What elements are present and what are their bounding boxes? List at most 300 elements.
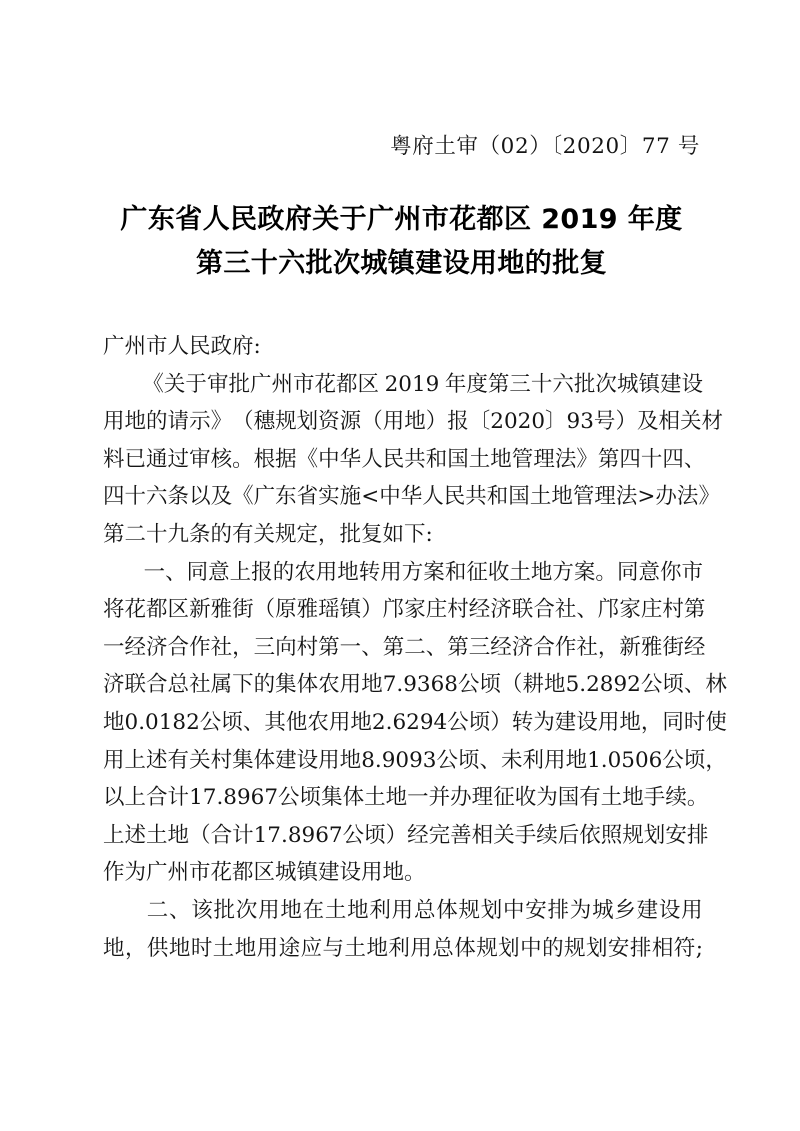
glyph: 善 [450, 822, 472, 848]
glyph: 2 [490, 409, 504, 435]
glyph: 续 [665, 785, 687, 811]
glyph: 地 [530, 559, 553, 585]
glyph: 体 [342, 785, 365, 811]
glyph: 东 [275, 484, 297, 510]
glyph: 上 [103, 822, 125, 848]
glyph: 下 [232, 672, 254, 698]
glyph: 合 [167, 634, 190, 660]
glyph: 年 [444, 371, 467, 397]
glyph: 料 [103, 446, 125, 472]
glyph: 关 [189, 747, 211, 773]
glyph: 资 [318, 409, 340, 435]
glyph: 利 [369, 897, 391, 923]
glyph: 法 [676, 484, 699, 510]
body-line [103, 441, 706, 479]
glyph: 区 [167, 597, 190, 623]
glyph: ， [232, 634, 254, 660]
glyph: 乡 [614, 897, 636, 923]
glyph: 6 [315, 822, 329, 848]
glyph: 耕 [522, 672, 545, 698]
glyph: 用 [258, 897, 280, 923]
glyph: 民 [382, 446, 405, 472]
glyph: 有 [579, 785, 601, 811]
glyph: 2 [371, 709, 386, 735]
glyph: 依 [579, 822, 601, 848]
glyph: 国 [557, 785, 580, 811]
glyph: 公 [342, 822, 365, 848]
glyph: 共 [404, 446, 426, 472]
glyph: 第 [318, 634, 340, 660]
glyph: 土 [344, 935, 366, 961]
glyph: 和 [425, 446, 448, 472]
salutation: 广州市人民政府: [103, 334, 261, 359]
glyph: 一 [407, 785, 429, 811]
glyph: 雅 [210, 597, 233, 623]
glyph: 十 [124, 484, 147, 510]
glyph: 在 [302, 897, 325, 923]
glyph: 报 [251, 559, 273, 585]
glyph: 顷 [683, 747, 706, 773]
glyph: 后 [557, 822, 580, 848]
glyph: 土 [600, 785, 623, 811]
glyph: 合 [146, 785, 168, 811]
glyph: （ [232, 409, 254, 435]
glyph: 地 [565, 747, 588, 773]
glyph: 度 [466, 371, 488, 397]
glyph: 《 [296, 446, 319, 472]
glyph: 照 [600, 822, 623, 848]
glyph: 一 [339, 634, 362, 660]
glyph: 街 [232, 597, 254, 623]
glyph: 四 [103, 484, 125, 510]
glyph: 0 [607, 747, 622, 773]
glyph: 广 [249, 371, 272, 397]
glyph: 农 [318, 672, 340, 698]
glyph: 规 [275, 409, 297, 435]
glyph: 经 [468, 597, 491, 623]
glyph: 转 [511, 709, 534, 735]
glyph: 城 [592, 897, 614, 923]
glyph: 源 [339, 409, 362, 435]
glyph: 8 [287, 822, 302, 848]
glyph: 邝 [382, 597, 405, 623]
glyph: 体 [296, 672, 319, 698]
glyph: 的 [272, 559, 295, 585]
glyph: 9 [236, 785, 251, 811]
glyph: 2 [406, 709, 420, 735]
glyph: ） [425, 409, 448, 435]
glyph: 过 [167, 446, 190, 472]
glyph: 意 [208, 559, 230, 585]
glyph: 批 [213, 897, 236, 923]
glyph: 土 [468, 446, 491, 472]
body-line [103, 666, 727, 704]
glyph: 地 [404, 409, 426, 435]
glyph: 规 [458, 897, 480, 923]
glyph: 济 [490, 597, 512, 623]
glyph: 相 [471, 822, 494, 848]
glyph: 9 [425, 371, 440, 397]
glyph: 第 [487, 371, 510, 397]
glyph: < [361, 484, 380, 510]
glyph: 公 [436, 747, 458, 773]
glyph: 安 [525, 897, 547, 923]
glyph: 以 [103, 785, 125, 811]
glyph: 规 [564, 935, 586, 961]
glyph: 、 [479, 747, 502, 773]
glyph: 合 [533, 597, 555, 623]
glyph: 属 [210, 672, 233, 698]
glyph: 划 [643, 822, 666, 848]
glyph: 体 [454, 935, 476, 961]
glyph: 、 [683, 672, 706, 698]
glyph: 华 [339, 446, 362, 472]
glyph: 5 [621, 747, 635, 773]
glyph: 中 [318, 446, 340, 472]
glyph: 批 [228, 371, 250, 397]
glyph: 用 [256, 935, 279, 961]
body-line [103, 403, 724, 441]
glyph: （ [189, 822, 211, 848]
glyph: 用 [681, 897, 703, 923]
glyph: 公 [640, 672, 663, 698]
glyph: 顷 [479, 672, 502, 698]
glyph: 三 [509, 371, 531, 397]
glyph: 你 [659, 559, 682, 585]
glyph: 经 [490, 634, 512, 660]
glyph: 用 [410, 935, 432, 961]
glyph: 次 [595, 371, 617, 397]
glyph: 地 [350, 709, 372, 735]
body-line [103, 779, 709, 817]
glyph: 与 [322, 935, 345, 961]
glyph: 审 [206, 371, 229, 397]
glyph: 农 [307, 709, 329, 735]
glyph: 号 [593, 409, 616, 435]
page-title [103, 198, 700, 286]
body-line [103, 629, 706, 667]
glyph: 村 [447, 597, 469, 623]
glyph: 其 [264, 709, 286, 735]
glyph: 请 [167, 409, 190, 435]
glyph: . [385, 709, 393, 735]
glyph: . [600, 747, 608, 773]
glyph: 办 [450, 785, 472, 811]
glyph: 手 [643, 785, 666, 811]
glyph: 镇 [339, 597, 362, 623]
glyph: 、 [242, 709, 265, 735]
glyph: 9 [566, 409, 581, 435]
glyph: 地 [366, 935, 388, 961]
glyph: 5 [565, 672, 580, 698]
glyph: 次 [235, 897, 258, 923]
glyph: 顷 [221, 709, 243, 735]
glyph: 8 [361, 747, 375, 773]
glyph: 用 [382, 409, 405, 435]
body-line [103, 366, 703, 404]
glyph: 地 [622, 785, 644, 811]
glyph: 材 [701, 409, 724, 435]
glyph: ） [361, 597, 383, 623]
glyph: 收 [487, 559, 510, 585]
glyph: 用 [544, 747, 566, 773]
glyph: 2 [586, 672, 600, 698]
glyph: 案 [573, 559, 596, 585]
glyph: 顷 [468, 709, 491, 735]
glyph: 》 [698, 484, 720, 510]
glyph: 地 [385, 785, 408, 811]
glyph: 为 [533, 709, 555, 735]
body-line [103, 930, 703, 968]
glyph: 土 [212, 935, 235, 961]
glyph: 用 [391, 897, 414, 923]
glyph: ） [615, 409, 637, 435]
glyph: 用 [597, 709, 620, 735]
glyph: 十 [530, 371, 553, 397]
glyph: （ [501, 672, 523, 698]
body-line [103, 742, 727, 780]
glyph: 家 [619, 597, 641, 623]
glyph: 》 [210, 409, 233, 435]
body-line: 第二十九条的有关规定，批复如下: [103, 521, 433, 547]
glyph: 安 [607, 935, 630, 961]
glyph: 六 [552, 371, 574, 397]
glyph: 用 [328, 709, 351, 735]
glyph: 公 [278, 785, 300, 811]
glyph: 2 [627, 672, 641, 698]
glyph: 四 [662, 446, 684, 472]
glyph: 民 [443, 484, 466, 510]
glyph: 0 [634, 747, 649, 773]
glyph: 2 [517, 409, 532, 435]
glyph: 体 [436, 897, 458, 923]
glyph: 1 [158, 709, 173, 735]
glyph: 地 [168, 935, 191, 961]
glyph: 六 [146, 484, 168, 510]
glyph: 计 [167, 785, 190, 811]
glyph: 国 [508, 484, 530, 510]
glyph: 利 [522, 747, 545, 773]
glyph: 核 [210, 446, 233, 472]
glyph: 总 [413, 897, 436, 923]
glyph: 8 [223, 785, 237, 811]
glyph: 雅 [640, 634, 663, 660]
glyph: 3 [422, 747, 437, 773]
glyph: 6 [250, 785, 265, 811]
glyph: 济 [103, 672, 125, 698]
glyph: 划 [585, 935, 608, 961]
glyph: 安 [665, 822, 687, 848]
glyph: 济 [146, 634, 168, 660]
glyph: 作 [189, 634, 211, 660]
glyph: 人 [422, 484, 444, 510]
glyph: 8 [599, 672, 614, 698]
glyph: 地 [124, 409, 147, 435]
glyph: 州 [271, 371, 293, 397]
glyph: 批 [573, 371, 596, 397]
glyph: 7 [267, 822, 281, 848]
glyph: 合 [210, 822, 233, 848]
glyph: 3 [416, 672, 431, 698]
glyph: 续 [536, 822, 558, 848]
glyph: 镇 [638, 371, 660, 397]
glyph: 经 [124, 634, 147, 660]
glyph: 集 [275, 672, 297, 698]
glyph: 公 [199, 709, 222, 735]
glyph: 0 [398, 371, 412, 397]
glyph: 上 [124, 785, 147, 811]
glyph: 应 [300, 935, 323, 961]
glyph: 顷 [457, 747, 480, 773]
glyph: 地 [551, 484, 573, 510]
glyph: 土 [509, 559, 531, 585]
glyph: 用 [339, 672, 362, 698]
glyph: 三 [253, 634, 276, 660]
glyph: 0 [145, 709, 159, 735]
glyph: 将 [103, 597, 125, 623]
glyph: 、 [425, 634, 448, 660]
glyph: 地 [619, 709, 641, 735]
glyph: 相 [651, 935, 674, 961]
glyph: 和 [444, 559, 467, 585]
glyph: 用 [103, 409, 125, 435]
glyph: 时 [683, 709, 706, 735]
glyph: 联 [511, 597, 534, 623]
glyph: 新 [619, 634, 641, 660]
glyph: 7 [264, 785, 279, 811]
glyph: 利 [388, 935, 410, 961]
glyph: 庄 [640, 597, 663, 623]
glyph: 城 [616, 371, 639, 397]
glyph: 、 [165, 559, 187, 585]
glyph: 审 [189, 446, 211, 472]
glyph: 上 [229, 559, 252, 585]
glyph: 规 [476, 935, 498, 961]
glyph: 花 [124, 597, 147, 623]
glyph: 社 [189, 672, 211, 698]
glyph: 6 [648, 747, 663, 773]
glyph: 的 [253, 672, 276, 698]
glyph: 地 [544, 672, 566, 698]
glyph: 庄 [425, 597, 448, 623]
glyph: 原 [275, 597, 297, 623]
glyph: 1 [253, 822, 268, 848]
glyph: 的 [542, 935, 564, 961]
indent-spacer [103, 892, 146, 930]
glyph: . [280, 822, 288, 848]
glyph: 穗 [253, 409, 276, 435]
glyph: 7 [382, 672, 397, 698]
document-number: 粤府土审（02）〔2020〕77 号 [390, 134, 700, 159]
glyph: 集 [232, 747, 254, 773]
glyph: 、 [169, 897, 191, 923]
glyph: 土 [529, 484, 552, 510]
glyph: 符 [673, 935, 696, 961]
glyph: 理 [533, 446, 555, 472]
glyph: 方 [401, 559, 424, 585]
glyph: 《 [142, 371, 164, 397]
glyph: > [637, 484, 656, 510]
glyph: 和 [486, 484, 509, 510]
glyph: . [579, 672, 587, 698]
glyph: 济 [511, 634, 534, 660]
indent-spacer [103, 554, 144, 592]
glyph: 联 [124, 672, 147, 698]
glyph: （ [361, 409, 383, 435]
glyph: 。 [232, 446, 254, 472]
glyph: 地 [347, 897, 369, 923]
glyph: 办 [655, 484, 677, 510]
glyph: 国 [447, 446, 469, 472]
glyph: 1 [587, 747, 601, 773]
glyph: 9 [419, 709, 434, 735]
glyph: 法 [615, 484, 638, 510]
glyph: 同 [662, 709, 684, 735]
glyph: 一 [143, 559, 166, 585]
glyph: 8 [172, 709, 187, 735]
glyph: 及 [636, 409, 659, 435]
glyph: 建 [275, 747, 297, 773]
clause-1-line [103, 554, 703, 592]
glyph: 计 [232, 822, 254, 848]
glyph: 管 [511, 446, 534, 472]
glyph: 1 [411, 371, 426, 397]
glyph: 合 [533, 634, 555, 660]
glyph: . [396, 672, 404, 698]
glyph: 划 [296, 409, 319, 435]
glyph: 邝 [597, 597, 620, 623]
glyph: 排 [686, 822, 709, 848]
glyph: ， [124, 935, 147, 961]
glyph: 总 [432, 935, 454, 961]
glyph: 社 [210, 634, 233, 660]
glyph: 述 [124, 822, 147, 848]
glyph: 7 [202, 785, 217, 811]
glyph: 用 [318, 747, 340, 773]
glyph: 2 [186, 709, 200, 735]
glyph: 他 [285, 709, 308, 735]
glyph: 关 [163, 371, 186, 397]
glyph: 经 [683, 634, 706, 660]
glyph: 该 [191, 897, 213, 923]
glyph: 为 [536, 785, 558, 811]
glyph: 中 [520, 935, 542, 961]
glyph: 市 [293, 371, 315, 397]
glyph: 设 [658, 897, 681, 923]
glyph: 并 [428, 785, 451, 811]
glyph: 1 [189, 785, 203, 811]
document-body [103, 328, 727, 967]
glyph: 划 [480, 897, 503, 923]
glyph: 于 [185, 371, 207, 397]
glyph: 〕 [545, 409, 567, 435]
glyph: 7 [328, 822, 343, 848]
glyph: 市 [681, 559, 703, 585]
glyph: 划 [498, 935, 520, 961]
glyph: 用 [380, 559, 402, 585]
glyph: 第 [683, 597, 706, 623]
glyph: 设 [296, 747, 319, 773]
glyph: ; [695, 935, 703, 961]
glyph: 共 [465, 484, 487, 510]
glyph: . [138, 709, 146, 735]
glyph: 二 [146, 897, 169, 923]
glyph: 0 [395, 747, 410, 773]
glyph: 建 [659, 371, 682, 397]
glyph: 地 [234, 935, 257, 961]
glyph: 地 [103, 935, 125, 961]
glyph: 集 [321, 785, 343, 811]
